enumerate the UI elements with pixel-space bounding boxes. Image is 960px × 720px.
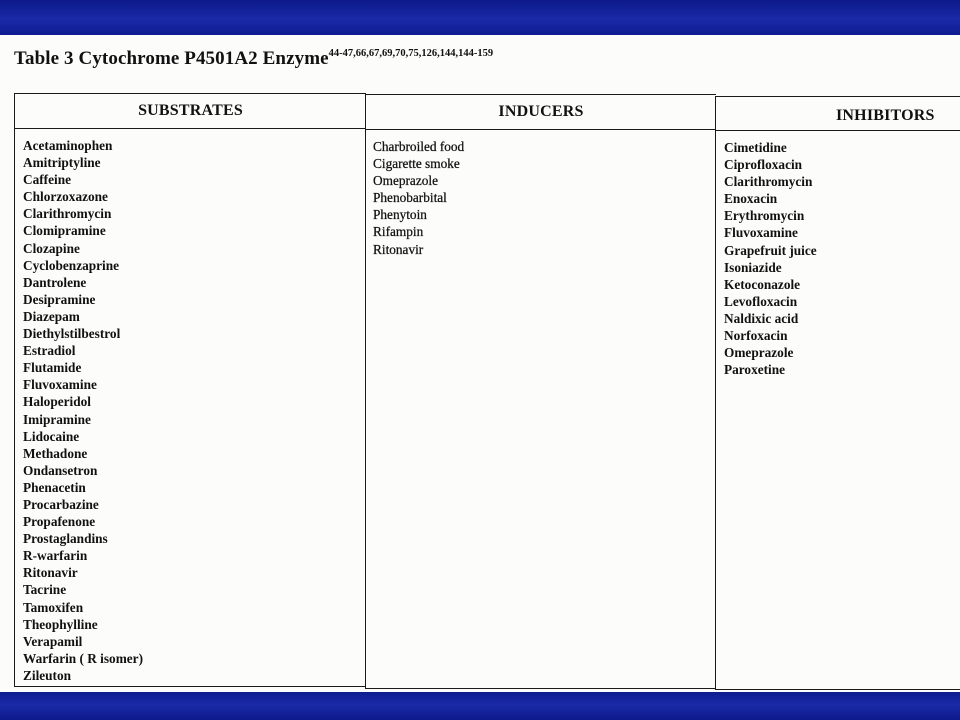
list-item: Cimetidine — [724, 140, 787, 155]
list-item: Lidocaine — [23, 428, 80, 444]
list-item: Verapamil — [23, 633, 83, 649]
list-item: Propafenone — [23, 514, 96, 530]
list-item: Acetaminophen — [23, 138, 113, 153]
list-item: Levofloxacin — [724, 293, 798, 309]
substrates-list — [23, 137, 143, 684]
slide-page — [0, 35, 960, 692]
list-item: Diazepam — [23, 308, 80, 324]
list-item: Prostaglandins — [23, 531, 108, 547]
column-header-inducers: INDUCERS — [366, 95, 716, 130]
list-item: Amitriptyline — [23, 155, 101, 171]
list-item: Ketoconazole — [724, 276, 801, 292]
top-blue-band — [0, 0, 960, 35]
table-title-text: Table 3 Cytochrome P4501A2 Enzyme — [14, 48, 329, 69]
list-item: Chlorzoxazone — [23, 189, 108, 205]
substrates-column — [14, 93, 366, 687]
list-item: Ritonavir — [373, 241, 424, 257]
list-item: Erythromycin — [724, 208, 805, 224]
list-item: Rifampin — [373, 224, 424, 240]
list-item: Ondansetron — [23, 462, 98, 478]
list-item: Naldixic acid — [724, 310, 799, 326]
table-title — [14, 48, 493, 70]
list-item: Tacrine — [23, 582, 67, 598]
list-item: Ritonavir — [23, 565, 78, 581]
list-item: Phenacetin — [23, 479, 86, 495]
column-header-substrates: SUBSTRATES — [15, 94, 366, 129]
list-item: Omeprazole — [373, 173, 438, 189]
column-header-inhibitors: INHIBITORS — [716, 97, 960, 131]
inducers-list — [373, 138, 464, 258]
inhibitors-list — [724, 139, 817, 378]
list-item: Fluvoxamine — [724, 225, 798, 241]
list-item: Enoxacin — [724, 191, 778, 207]
inducers-column — [365, 94, 716, 689]
list-item: Phenytoin — [373, 207, 427, 223]
list-item: Clozapine — [23, 240, 80, 256]
list-item: Grapefruit juice — [724, 242, 817, 258]
list-item: Charbroiled food — [373, 139, 465, 154]
bottom-blue-band — [0, 692, 960, 720]
list-item: Theophylline — [23, 616, 98, 632]
list-item: Clarithromycin — [23, 206, 112, 222]
inhibitors-column — [715, 96, 960, 690]
list-item: Clomipramine — [23, 223, 106, 239]
list-item: Paroxetine — [724, 362, 786, 378]
list-item: Desipramine — [23, 291, 96, 307]
list-item: Cigarette smoke — [373, 156, 460, 172]
list-item: Warfarin ( R isomer) — [23, 650, 144, 666]
list-item: Cyclobenzaprine — [23, 257, 120, 273]
list-item: Procarbazine — [23, 496, 99, 512]
list-item: Omeprazole — [724, 345, 794, 361]
list-item: Methadone — [23, 445, 88, 461]
list-item: Caffeine — [23, 172, 71, 188]
list-item: Isoniazide — [724, 259, 782, 275]
list-item: Ciprofloxacin — [724, 157, 803, 173]
list-item: Fluvoxamine — [23, 377, 97, 393]
list-item: Clarithromycin — [724, 174, 813, 190]
list-item: R-warfarin — [23, 548, 88, 564]
table-title-references: 44-47,66,67,69,70,75,126,144,144-159 — [328, 48, 494, 59]
list-item: Imipramine — [23, 411, 91, 427]
list-item: Haloperidol — [23, 394, 91, 410]
list-item: Diethylstilbestrol — [23, 326, 121, 342]
list-item: Tamoxifen — [23, 599, 84, 615]
list-item: Estradiol — [23, 343, 76, 359]
list-item: Zileuton — [23, 667, 72, 683]
list-item: Flutamide — [23, 360, 82, 376]
list-item: Phenobarbital — [373, 190, 447, 206]
list-item: Dantrolene — [23, 274, 87, 290]
enzyme-table — [14, 93, 960, 688]
list-item: Norfoxacin — [724, 328, 788, 344]
